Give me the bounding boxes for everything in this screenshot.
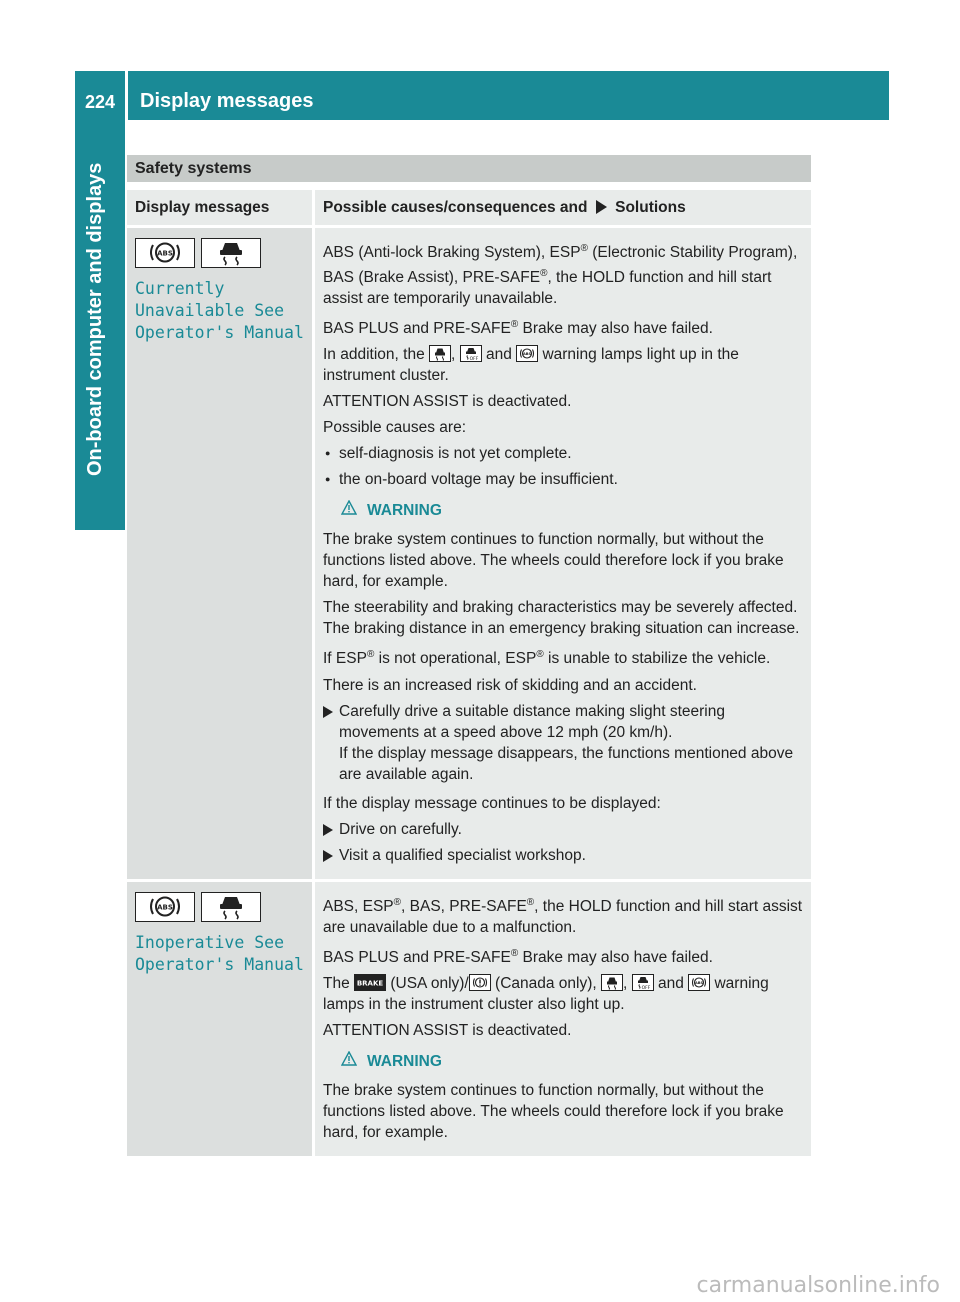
svg-text:ABS: ABS: [157, 249, 173, 258]
col-header-causes-text: Possible causes/consequences and: [323, 199, 588, 216]
col-header-display-messages: Display messages: [127, 190, 315, 225]
text: warning lamps light up in the instrument cluster.: [323, 346, 739, 385]
text: Brake may also have failed.: [518, 948, 713, 966]
paragraph: The steerability and braking characteristics may be severely affected. The braking distance in an emergency braking situation can increase.: [323, 599, 800, 638]
display-message-cell: [127, 228, 315, 879]
registered-mark: ®: [393, 896, 402, 908]
svg-text:ABS: ABS: [157, 903, 173, 912]
svg-text:ABS: ABS: [523, 352, 532, 357]
warning-triangle-icon: [341, 500, 357, 521]
action-step: [323, 819, 805, 840]
text: (Canada only),: [495, 974, 597, 992]
warning-triangle-icon: [341, 1051, 357, 1072]
footer-watermark: carmanualsonline.info: [696, 1273, 940, 1298]
action-step: [323, 845, 805, 866]
action-arrow-icon: [323, 706, 333, 718]
paragraph: ATTENTION ASSIST is deactivated.: [323, 393, 572, 411]
side-chapter-label: On-board computer and displays: [84, 162, 106, 476]
paragraph: [323, 314, 805, 339]
brake-warning-icon: [354, 974, 386, 991]
text: Carefully drive a suitable distance making slight steering movements at a speed above 12 mph (20 km/h).: [339, 702, 725, 741]
warning-heading: [341, 1051, 805, 1072]
esp-off-icon: [632, 974, 654, 991]
text: ABS, ESP: [323, 897, 394, 915]
paragraph: [323, 973, 805, 1015]
esp-skid-icon: [429, 345, 451, 362]
text: is not operational, ESP: [374, 650, 537, 668]
action-step: [323, 701, 805, 785]
paragraph: If the display message continues to be displayed:: [323, 794, 661, 812]
text: ABS (Anti-lock Braking System), ESP: [323, 244, 581, 262]
esp-skid-icon: [601, 974, 623, 991]
text: (USA only)/: [390, 974, 469, 992]
list-item: ● the on-board voltage may be insufficient.: [323, 469, 805, 490]
text: If the display message disappears, the functions mentioned above are available again.: [339, 744, 794, 783]
esp-skid-icon: [201, 238, 261, 268]
text: ,: [623, 974, 628, 992]
action-arrow-icon: [323, 824, 333, 836]
warning-label: WARNING: [367, 502, 442, 520]
paragraph: The brake system continues to function normally, but without the functions listed above. The wheels could therefore lock if you brake hard, for example.: [323, 1081, 784, 1141]
table-row: [127, 879, 811, 1156]
table-header: [127, 190, 811, 225]
registered-mark: ®: [510, 319, 519, 331]
abs-warning-icon: [516, 345, 538, 362]
registered-mark: ®: [540, 268, 548, 280]
paragraph: [323, 644, 805, 669]
text: Brake may also have failed.: [518, 320, 713, 338]
causes-cell: [315, 882, 811, 1156]
text: BAS PLUS and PRE-SAFE: [323, 948, 511, 966]
text: warning lamps in the instrument cluster also light up.: [323, 974, 769, 1013]
display-message-text: Inoperative See Operator's Manual: [135, 932, 304, 974]
abs-warning-icon: [688, 974, 710, 991]
action-arrow-icon: [596, 200, 607, 214]
registered-mark: ®: [526, 896, 535, 908]
text: and: [657, 974, 684, 992]
page-number: 224: [84, 92, 116, 112]
registered-mark: ®: [536, 649, 544, 661]
paragraph: [323, 943, 805, 968]
display-message-text: Currently Unavailable See Operator's Manual: [135, 279, 304, 342]
text: , BAS, PRE-SAFE: [401, 897, 527, 915]
text: BAS PLUS and PRE-SAFE: [323, 320, 511, 338]
messages-table: [127, 190, 811, 1156]
paragraph: There is an increased risk of skidding and an accident.: [323, 676, 697, 694]
text: (Electronic Stability Program), BAS (Brake Assist), PRE-SAFE: [323, 244, 798, 287]
action-arrow-icon: [323, 850, 333, 862]
esp-off-icon: [460, 345, 482, 362]
text: Drive on carefully.: [339, 820, 462, 838]
warning-heading: [341, 500, 805, 521]
side-tab-block: [75, 476, 125, 530]
registered-mark: ®: [580, 243, 588, 254]
warning-label: WARNING: [367, 1052, 442, 1070]
list-item: ● self-diagnosis is not yet complete.: [323, 443, 805, 464]
paragraph: [323, 344, 805, 386]
registered-mark: ®: [366, 649, 375, 661]
esp-skid-icon: [201, 892, 261, 922]
svg-text:OFF: OFF: [469, 357, 478, 362]
abs-warning-icon: [135, 892, 195, 922]
section-title: Safety systems: [127, 155, 811, 182]
brake-circle-icon: [469, 974, 491, 991]
paragraph: ATTENTION ASSIST is deactivated.: [323, 1021, 572, 1039]
text: , the HOLD function and hill start assist are temporarily unavailable.: [323, 269, 772, 308]
paragraph: The brake system continues to function normally, but without the functions listed above. The wheels could therefore lock if you brake hard, for example.: [323, 531, 784, 591]
text: Visit a qualified specialist workshop.: [339, 846, 586, 864]
table-row: [127, 225, 811, 879]
col-header-solutions-text: Solutions: [615, 199, 686, 216]
paragraph: [323, 238, 805, 309]
text: ,: [451, 346, 456, 364]
paragraph: [323, 892, 805, 938]
text: If ESP: [323, 650, 367, 668]
col-header-causes: [315, 190, 811, 225]
svg-text:OFF: OFF: [641, 985, 651, 990]
causes-cell: [315, 228, 811, 879]
registered-mark: ®: [510, 947, 519, 959]
paragraph: Possible causes are:: [323, 419, 467, 437]
text: , the HOLD function and hill start assist are unavailable due to a malfunction.: [323, 897, 803, 936]
text: In addition, the: [323, 346, 425, 364]
display-message-cell: [127, 882, 315, 1156]
text: is unable to stabilize the vehicle.: [543, 650, 771, 668]
svg-text:BRAKE: BRAKE: [356, 979, 384, 988]
svg-text:ABS: ABS: [695, 980, 704, 985]
page-title: Display messages: [140, 90, 314, 112]
text: The: [323, 974, 350, 992]
text: and: [485, 346, 512, 364]
abs-warning-icon: [135, 238, 195, 268]
